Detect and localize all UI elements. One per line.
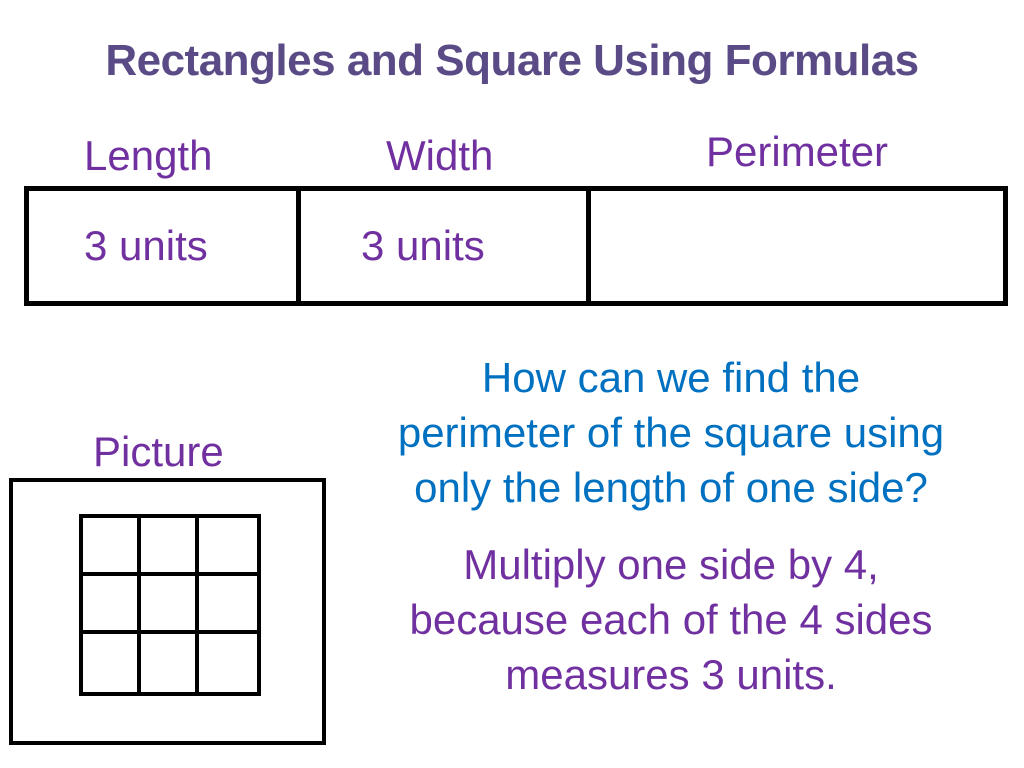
- width-value: 3 units: [361, 222, 485, 269]
- grid-cell: [199, 576, 257, 634]
- grid-cell: [83, 634, 141, 692]
- perimeter-value-cell: [591, 191, 1003, 301]
- slide-title: Rectangles and Square Using Formulas: [105, 36, 919, 85]
- grid-cell: [141, 518, 199, 576]
- grid-cell: [199, 518, 257, 576]
- length-value-cell: [29, 191, 301, 301]
- square-grid: [79, 514, 261, 696]
- question-text: [326, 350, 1016, 515]
- length-value: 3 units: [84, 222, 208, 269]
- width-value-cell: [301, 191, 591, 301]
- grid-cell: [141, 576, 199, 634]
- measurements-table: [24, 186, 1008, 306]
- picture-box: [9, 478, 326, 745]
- grid-cell: [83, 518, 141, 576]
- picture-label: Picture: [93, 428, 224, 475]
- grid-cell: [141, 634, 199, 692]
- question-line: How can we find the: [481, 354, 861, 401]
- answer-line: because each of the 4 sides: [409, 596, 933, 643]
- answer-line: measures 3 units.: [505, 651, 837, 698]
- perimeter-column-label: Perimeter: [706, 128, 889, 175]
- question-line: perimeter of the square using: [397, 409, 945, 456]
- grid-cell: [199, 634, 257, 692]
- question-line: only the length of one side?: [414, 464, 928, 511]
- length-column-label: Length: [84, 132, 213, 179]
- grid-cell: [83, 576, 141, 634]
- width-column-label: Width: [386, 132, 494, 179]
- answer-line: Multiply one side by 4,: [463, 541, 879, 588]
- answer-text: [326, 537, 1016, 702]
